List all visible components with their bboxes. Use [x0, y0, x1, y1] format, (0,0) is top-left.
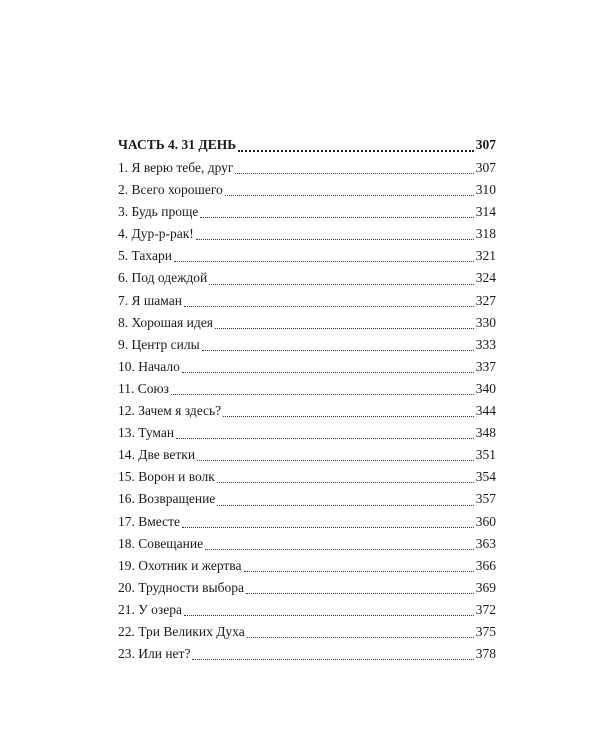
toc-entry-title: 17. Вместе — [118, 513, 181, 529]
toc-entry-title: 4. Дур-р-рак! — [118, 226, 194, 242]
dot-leader — [225, 195, 474, 196]
toc-entry-title: 16. Возвращение — [118, 491, 216, 507]
toc-entry-page-number: 318 — [475, 226, 496, 242]
toc-entry-page-number: 351 — [475, 447, 496, 463]
toc-entry-title: 12. Зачем я здесь? — [118, 403, 222, 419]
toc-entry-title: 23. Или нет? — [118, 646, 191, 662]
toc-entry — [118, 555, 496, 577]
dot-leader — [174, 261, 474, 262]
toc-entry-title: 20. Трудности выбора — [118, 579, 244, 595]
dot-leader — [196, 239, 474, 240]
toc-entry — [118, 223, 496, 245]
toc-entry — [118, 422, 496, 444]
toc-entry — [118, 267, 496, 289]
toc-entry — [118, 245, 496, 267]
dot-leader — [217, 482, 474, 483]
dot-leader — [217, 505, 473, 506]
toc-entry — [118, 334, 496, 356]
toc-entry-title: 2. Всего хорошего — [118, 182, 223, 198]
toc-entry-page-number: 375 — [475, 623, 496, 639]
toc-entry-page-number: 354 — [475, 469, 496, 485]
toc-entry — [118, 444, 496, 466]
toc-entry — [118, 511, 496, 533]
toc-entry-page-number: 307 — [475, 160, 496, 175]
toc-entry-page-number: 357 — [475, 491, 496, 507]
dot-leader — [235, 173, 473, 174]
toc-entry-title: 8. Хорошая идея — [118, 314, 213, 330]
toc-entry — [118, 400, 496, 422]
toc-entry-page-number: 344 — [475, 403, 496, 419]
toc-entry-page-number: 330 — [475, 314, 496, 330]
toc-entry-title: 6. Под одеждой — [118, 270, 208, 286]
toc-entry-page-number: 324 — [475, 270, 496, 286]
dot-leader — [171, 394, 474, 395]
toc-entry-page-number: 366 — [475, 557, 496, 573]
toc-entry — [118, 157, 496, 179]
toc-entry-title: 14. Две ветки — [118, 447, 196, 463]
toc-entry-title: 18. Совещание — [118, 535, 204, 551]
toc-entry-page-number: 337 — [475, 358, 496, 374]
toc-entry-page-number: 310 — [475, 182, 496, 198]
dot-leader — [209, 284, 474, 285]
dot-leader — [192, 659, 473, 660]
toc-entry — [118, 488, 496, 510]
dot-leader — [182, 372, 474, 373]
toc-entry-title: 13. Туман — [118, 425, 175, 441]
toc-entry — [118, 577, 496, 599]
toc-entry — [118, 201, 496, 223]
toc-entry-page-number: 360 — [475, 513, 496, 529]
toc-entry-title: 3. Будь проще — [118, 204, 199, 220]
toc-entry-title: 10. Начало — [118, 358, 180, 374]
dot-leader — [223, 416, 474, 417]
toc-entry — [118, 643, 496, 665]
part-page-number: 307 — [475, 137, 496, 152]
toc-entry-title: 21. У озера — [118, 601, 182, 617]
toc-entry-title: 11. Союз — [118, 380, 169, 396]
toc-entry — [118, 466, 496, 488]
toc-entry-title: 15. Ворон и волк — [118, 469, 215, 485]
toc-entry-title: 1. Я верю тебе, друг — [118, 160, 234, 175]
dot-leader — [238, 150, 474, 152]
dot-leader — [176, 438, 474, 439]
table-of-contents — [118, 133, 496, 665]
dot-leader — [215, 328, 474, 329]
toc-entry — [118, 312, 496, 334]
toc-entry-page-number: 369 — [475, 579, 496, 595]
toc-entry-page-number: 340 — [475, 380, 496, 396]
toc-entry — [118, 621, 496, 643]
dot-leader — [184, 306, 474, 307]
toc-entries — [118, 157, 496, 665]
toc-entry-page-number: 363 — [475, 535, 496, 551]
toc-entry-title: 22. Три Великих Духа — [118, 623, 245, 639]
toc-entry-page-number: 378 — [475, 646, 496, 662]
part-title: ЧАСТЬ 4. 31 ДЕНЬ — [118, 137, 237, 152]
toc-entry-page-number: 348 — [475, 425, 496, 441]
dot-leader — [184, 615, 474, 616]
part-heading — [118, 133, 496, 157]
toc-entry-title: 9. Центр силы — [118, 336, 200, 352]
toc-entry — [118, 356, 496, 378]
dot-leader — [182, 527, 474, 528]
toc-entry — [118, 599, 496, 621]
toc-entry-page-number: 372 — [475, 601, 496, 617]
dot-leader — [200, 217, 473, 218]
toc-entry-page-number: 314 — [475, 204, 496, 220]
toc-entry — [118, 179, 496, 201]
dot-leader — [246, 593, 474, 594]
toc-entry-title: 7. Я шаман — [118, 292, 182, 308]
toc-entry-title: 5. Тахари — [118, 248, 172, 264]
toc-entry-page-number: 333 — [475, 336, 496, 352]
toc-entry — [118, 533, 496, 555]
dot-leader — [205, 549, 474, 550]
toc-entry-page-number: 327 — [475, 292, 496, 308]
dot-leader — [197, 460, 474, 461]
toc-entry-title: 19. Охотник и жертва — [118, 557, 242, 573]
toc-entry — [118, 290, 496, 312]
toc-entry-page-number: 321 — [475, 248, 496, 264]
toc-entry — [118, 378, 496, 400]
dot-leader — [244, 571, 474, 572]
dot-leader — [202, 350, 474, 351]
dot-leader — [247, 637, 474, 638]
